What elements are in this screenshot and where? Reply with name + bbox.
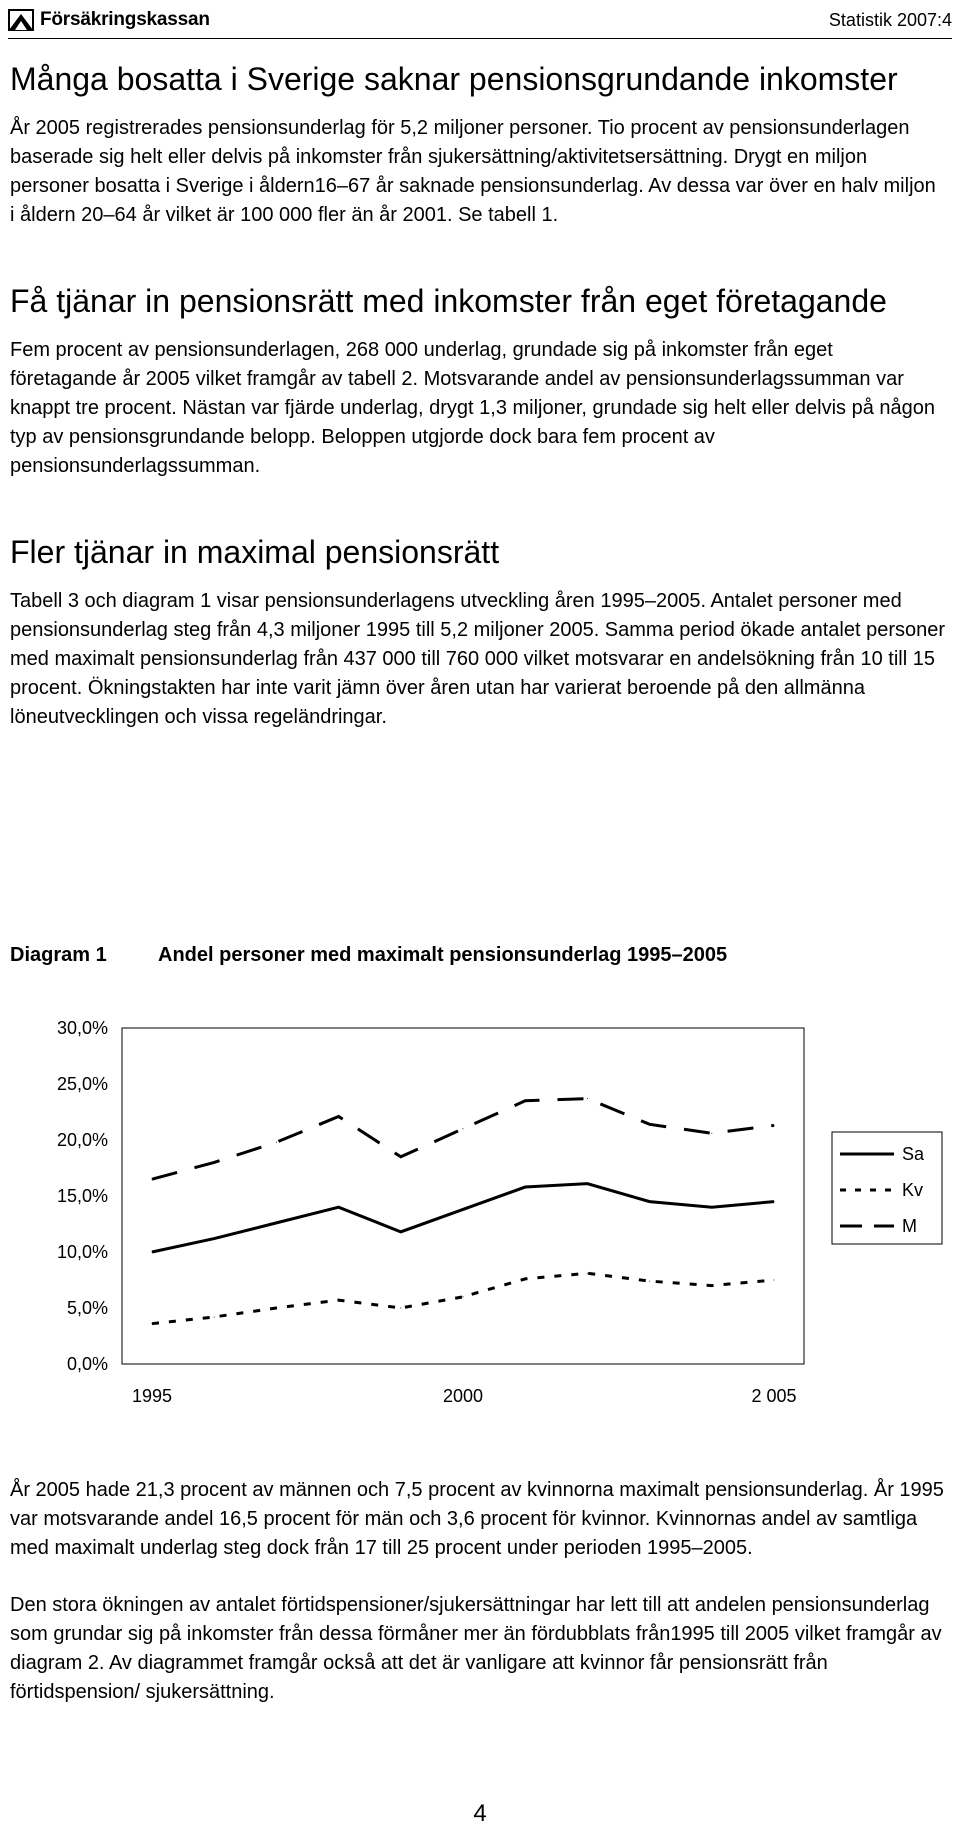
figure-number: Diagram 1: [10, 944, 107, 966]
data-point-m: [525, 1100, 526, 1101]
data-point-sa: [338, 1207, 339, 1208]
data-point-kv: [463, 1296, 464, 1297]
data-point-m: [463, 1128, 464, 1129]
data-point-sa: [214, 1238, 215, 1239]
y-tick-label: 5,0%: [66, 1298, 108, 1318]
paragraph: År 2005 hade 21,3 procent av männen och 7,5 procent av kvinnorna maximalt pensionsunderlag. År 1995 var motsvarande andel 16,5 procent för män och 3,6 procent för kvinnor. Kvinnornas andel av samtliga med maximalt underlag steg dock från 17 till 25 procent under perioden 1995–2005.: [10, 1479, 944, 1559]
page-header: [8, 8, 952, 32]
main-content: [10, 58, 945, 732]
chart-commentary: [10, 1476, 945, 1707]
series-line-kv: [152, 1273, 774, 1323]
data-point-kv: [711, 1285, 712, 1286]
section-pensionsgrundande-inkomster: [10, 58, 945, 230]
data-point-kv: [587, 1273, 588, 1274]
y-tick-label: 0,0%: [66, 1354, 108, 1374]
data-point-m: [774, 1125, 775, 1126]
data-point-sa: [400, 1231, 401, 1232]
data-point-kv: [649, 1281, 650, 1282]
section-title: Fler tjänar in maximal pensionsrätt: [10, 534, 500, 570]
legend-label: M: [902, 1216, 917, 1236]
x-tick-label: 2000: [442, 1386, 484, 1406]
data-point-kv: [276, 1308, 277, 1309]
section-body: Fem procent av pensionsunderlagen, 268 000 underlag, grundade sig på inkomster från eget företagande år 2005 vilket framgår av tabell 2. Motsvarande andel av pensionsunderlagssumman var knappt tre procent. Nästan var fjärde underlag, drygt 1,3 miljoner, grundade sig helt eller delvis på någon typ av pensionsgrundande belopp. Beloppen utgjorde dock bara fem procent av pensionsunderlagssumman.: [10, 339, 935, 477]
legend-label: Kv: [902, 1180, 924, 1200]
logo: [8, 8, 210, 32]
data-point-m: [338, 1116, 339, 1117]
data-point-kv: [214, 1316, 215, 1317]
plot-area: [122, 1028, 804, 1364]
y-tick-label: 20,0%: [56, 1130, 108, 1150]
data-point-sa: [774, 1201, 775, 1202]
paragraph: Den stora ökningen av antalet förtidspensioner/sjukersättningar har lett till att andelen pensionsunderlag som grundar sig på inkomster från dessa förmåner mer än fördubblats från1995 till 2005 vilket framgår av diagram 2. Av diagrammet framgår också att det är vanligare att kvinnor får pensionsrätt från förtidspension/ sjukersättning.: [10, 1594, 942, 1703]
y-tick-label: 25,0%: [56, 1074, 108, 1094]
data-point-m: [711, 1133, 712, 1134]
x-tick-label: 1995: [131, 1386, 173, 1406]
figure-caption: [10, 944, 945, 967]
x-tick-label: 2 005: [751, 1386, 797, 1406]
series-line-sa: [152, 1184, 774, 1252]
data-point-sa: [463, 1209, 464, 1210]
series-line-m: [152, 1099, 774, 1180]
data-point-sa: [649, 1201, 650, 1202]
section-body: År 2005 registrerades pensionsunderlag för 5,2 miljoner personer. Tio procent av pensionsunderlagen baserade sig helt eller delvis på inkomster från sjukersättning/aktivitetsersättning. Drygt en miljon personer bosatta i Sverige i åldern16–67 år saknade pensionsunderlag. Av dessa var över en halv miljon i åldern 20–64 år vilket är 100 000 fler än år 2001. Se tabell 1.: [10, 117, 936, 226]
y-tick-label: 15,0%: [56, 1186, 108, 1206]
page-number: 4: [473, 1800, 487, 1827]
section-eget-foretagande: [10, 280, 945, 481]
data-point-sa: [276, 1222, 277, 1223]
section-title: Få tjänar in pensionsrätt med inkomster från eget företagande: [10, 283, 887, 319]
legend-label: Sa: [902, 1144, 925, 1164]
publication-reference: Statistik 2007:4: [828, 10, 952, 30]
data-point-m: [649, 1124, 650, 1125]
header-divider: [8, 38, 952, 39]
data-point-sa: [711, 1207, 712, 1208]
y-tick-label: 30,0%: [56, 1018, 108, 1038]
logo-icon: [8, 9, 34, 31]
data-point-m: [400, 1156, 401, 1157]
data-point-kv: [338, 1300, 339, 1301]
logo-text: Försäkringskassan: [40, 9, 210, 30]
figure-title: Andel personer med maximalt pensionsunderlag 1995–2005: [158, 944, 728, 966]
data-point-sa: [525, 1187, 526, 1188]
data-point-m: [587, 1098, 588, 1099]
line-chart: [10, 1000, 950, 1440]
data-point-m: [276, 1142, 277, 1143]
section-title: Många bosatta i Sverige saknar pensionsgrundande inkomster: [10, 61, 898, 97]
data-point-kv: [774, 1280, 775, 1281]
data-point-sa: [587, 1183, 588, 1184]
data-point-m: [152, 1179, 153, 1180]
data-point-kv: [525, 1278, 526, 1279]
data-point-kv: [400, 1308, 401, 1309]
data-point-kv: [152, 1323, 153, 1324]
y-tick-label: 10,0%: [56, 1242, 108, 1262]
section-maximal-pensionsratt: [10, 531, 945, 732]
data-point-sa: [152, 1252, 153, 1253]
section-body: Tabell 3 och diagram 1 visar pensionsunderlagens utveckling åren 1995–2005. Antalet personer med pensionsunderlag steg från 4,3 miljoner 1995 till 5,2 miljoner 2005. Samma period ökade antalet personer med maximalt pensionsunderlag från 437 000 till 760 000 vilket motsvarar en andelsökning från 10 till 15 procent. Ökningstakten har inte varit jämn över åren utan har varierat beroende på den allmänna löneutvecklingen och vissa regeländringar.: [10, 590, 946, 728]
data-point-m: [214, 1162, 215, 1163]
